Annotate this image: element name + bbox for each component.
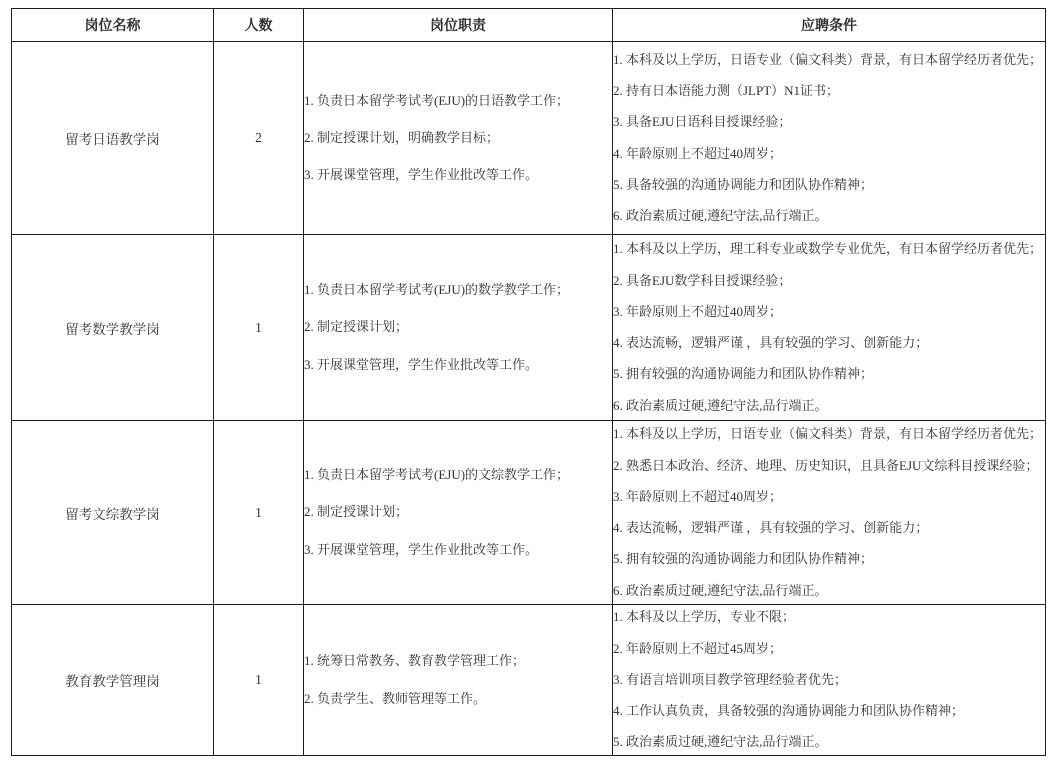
requirements-cell <box>613 42 1046 235</box>
table-row <box>12 42 1046 235</box>
header-requirements: 应聘条件 <box>613 9 1046 42</box>
count-cell: 1 <box>214 605 304 756</box>
requirement-item: 4. 表达流畅，逻辑严谨 ，具有较强的学习、创新能力； <box>613 520 929 535</box>
count-cell: 1 <box>214 235 304 421</box>
requirement-item: 4. 年龄原则上不超过40周岁； <box>613 145 783 161</box>
position-cell: 留考文综教学岗 <box>12 421 214 605</box>
requirement-item: 2. 熟悉日本政治、经济、地理、历史知识，且具备EJU文综科目授课经验； <box>613 457 1039 473</box>
recruitment-table <box>11 8 1046 756</box>
duty-item: 3. 开展课堂管理，学生作业批改等工作。 <box>304 541 539 557</box>
duty-item: 3. 开展课堂管理，学生作业批改等工作。 <box>304 356 539 372</box>
requirement-item: 3. 具备EJU日语科目授课经验； <box>613 114 792 130</box>
requirements-cell <box>613 605 1046 756</box>
header-row <box>12 9 1046 42</box>
requirement-item: 3. 年龄原则上不超过40周岁； <box>613 488 783 504</box>
duty-item: 2. 负责学生、教师管理等工作。 <box>304 690 487 706</box>
position-cell: 留考数学教学岗 <box>12 235 214 421</box>
requirement-item: 3. 年龄原则上不超过40周岁； <box>613 303 783 319</box>
header-headcount: 人数 <box>214 9 304 42</box>
requirement-item: 6. 政治素质过硬,遵纪守法,品行端正。 <box>613 397 828 413</box>
duties-cell <box>304 421 613 605</box>
requirement-item: 5. 具备较强的沟通协调能力和团队协作精神； <box>613 176 874 192</box>
requirement-item: 4. 工作认真负责，具备较强的沟通协调能力和团队协作精神； <box>613 703 965 719</box>
header-position-name: 岗位名称 <box>12 9 214 42</box>
count-cell: 2 <box>214 42 304 235</box>
requirement-item: 5. 拥有较强的沟通协调能力和团队协作精神； <box>613 366 874 382</box>
duty-item: 3. 开展课堂管理，学生作业批改等工作。 <box>304 167 539 183</box>
duty-item: 2. 制定授课计划，明确教学目标； <box>304 129 500 145</box>
requirement-item: 5. 政治素质过硬,遵纪守法,品行端正。 <box>613 734 828 750</box>
requirements-cell <box>613 235 1046 421</box>
requirement-item: 2. 具备EJU数学科目授课经验； <box>613 272 792 288</box>
requirement-item: 2. 年龄原则上不超过45周岁； <box>613 640 783 656</box>
duty-item: 2. 制定授课计划； <box>304 504 409 520</box>
duties-cell <box>304 235 613 421</box>
requirements-cell <box>613 421 1046 605</box>
requirement-item: 6. 政治素质过硬,遵纪守法,品行端正。 <box>613 208 828 223</box>
duties-cell <box>304 42 613 235</box>
duties-cell <box>304 605 613 756</box>
count-cell: 1 <box>214 421 304 605</box>
header-duties: 岗位职责 <box>304 9 613 42</box>
position-cell: 教育教学管理岗 <box>12 605 214 756</box>
requirement-item: 1. 本科及以上学历，日语专业（偏文科类）背景，有日本留学经历者优先； <box>613 426 1043 442</box>
duty-item: 1. 负责日本留学考试考(EJU)的日语教学工作； <box>304 92 570 108</box>
table-row <box>12 605 1046 756</box>
requirement-item: 1. 本科及以上学历，日语专业（偏文科类）背景，有日本留学经历者优先； <box>613 51 1043 67</box>
requirement-item: 2. 持有日本语能力测（JLPT）N1证书； <box>613 83 840 98</box>
table-row <box>12 421 1046 605</box>
requirement-item: 3. 有语言培训项目教学管理经验者优先； <box>613 671 848 687</box>
duty-item: 2. 制定授课计划； <box>304 319 409 335</box>
requirement-item: 6. 政治素质过硬,遵纪守法,品行端正。 <box>613 582 828 598</box>
requirement-item: 4. 表达流畅，逻辑严谨 ，具有较强的学习、创新能力； <box>613 335 929 350</box>
duty-item: 1. 负责日本留学考试考(EJU)的文综教学工作； <box>304 467 570 483</box>
position-cell: 留考日语教学岗 <box>12 42 214 235</box>
requirement-item: 1. 本科及以上学历，专业不限； <box>613 609 796 625</box>
requirement-item: 5. 拥有较强的沟通协调能力和团队协作精神； <box>613 551 874 567</box>
requirement-item: 1. 本科及以上学历，理工科专业或数学专业优先，有日本留学经历者优先； <box>613 241 1043 257</box>
table-row <box>12 235 1046 421</box>
duty-item: 1. 统筹日常教务、教育教学管理工作； <box>304 653 526 669</box>
duty-item: 1. 负责日本留学考试考(EJU)的数学教学工作； <box>304 282 570 298</box>
